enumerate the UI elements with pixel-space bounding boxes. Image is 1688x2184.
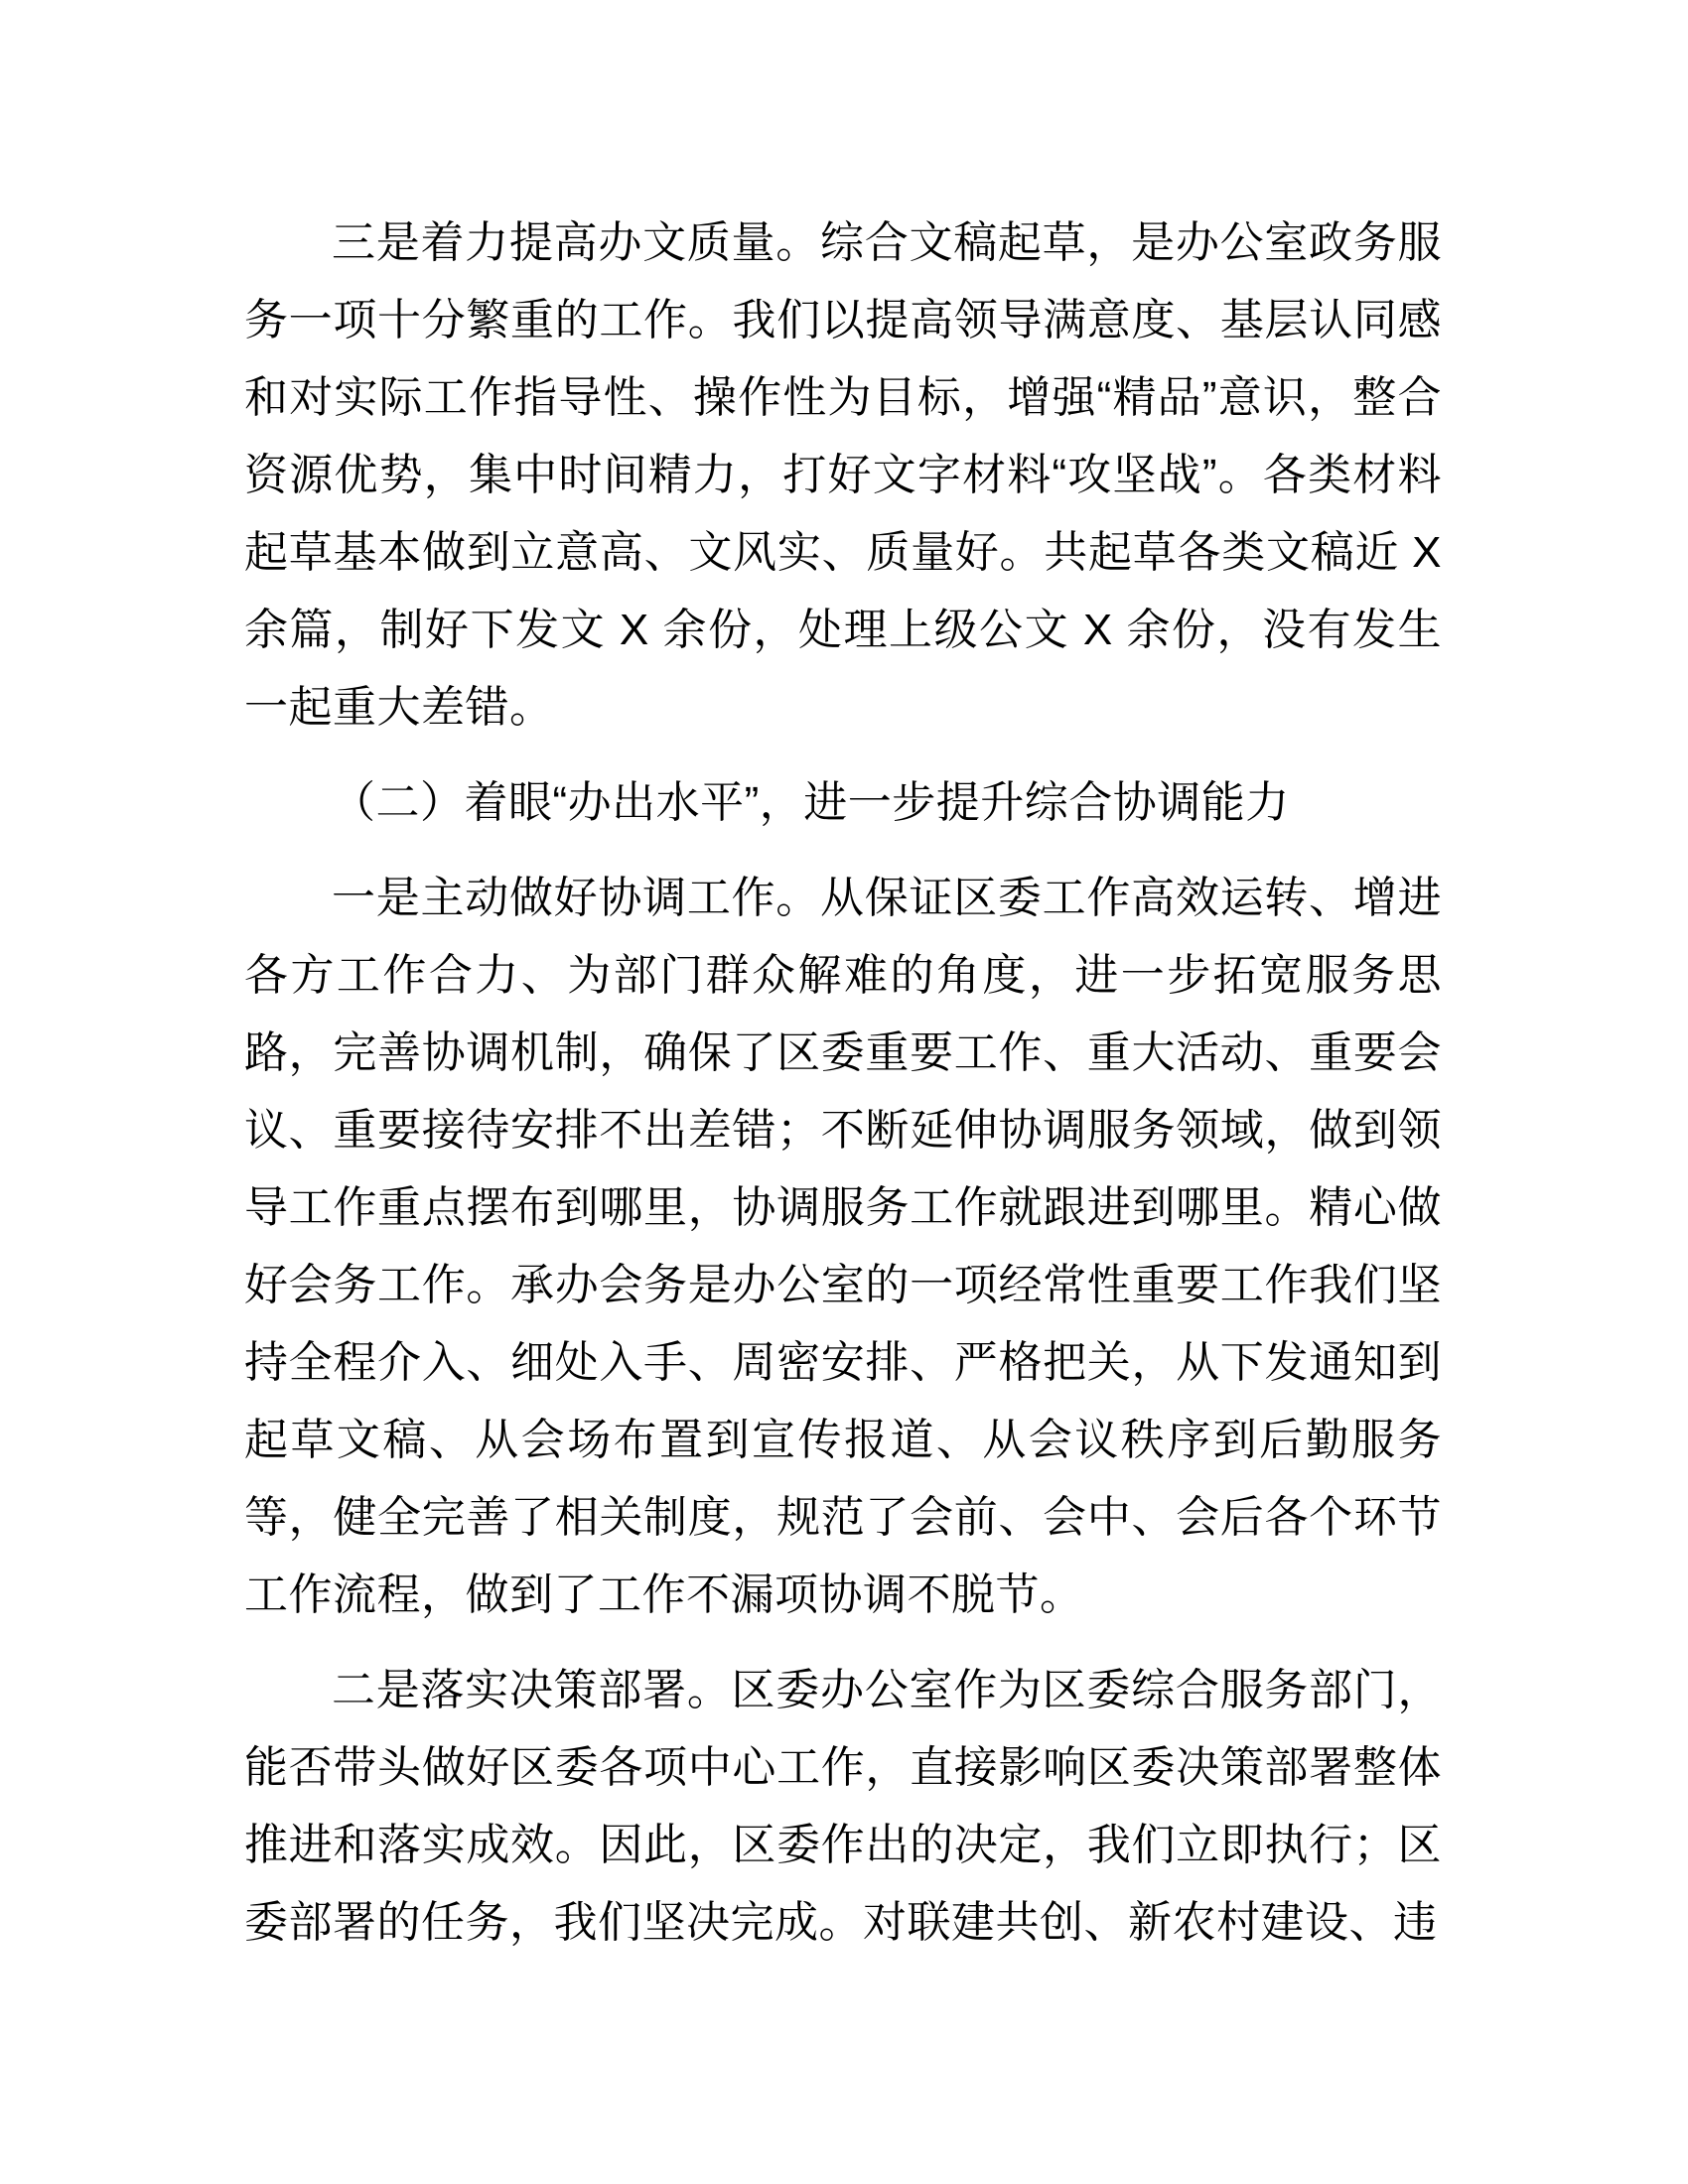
paragraph-coordination-work: 一是主动做好协调工作。从保证区委工作高效运转、增进各方工作合力、为部门群众解难的角度，进一步拓宽服务思路，完善协调机制，确保了区委重要工作、重大活动、重要会议、重要接待安排不出差错；不断延伸协调服务领域，做到领导工作重点摆布到哪里，协调服务工作就跟进到哪里。精心做好会务工作。承办会务是办公室的一项经常性重要工作我们坚持全程介入、细处入手、周密安排、严格把关，从下发通知到起草文稿、从会场布置到宣传报道、从会议秩序到后勤服务等，健全完善了相关制度，规范了会前、会中、会后各个环节工作流程，做到了工作不漏项协调不脱节。 (244, 874, 1442, 1619)
section-heading-2: （二）着眼“办出水平”，进一步提升综合协调能力 (332, 778, 1290, 827)
paragraph-decision-deployment: 二是落实决策部署。区委办公室作为区委综合服务部门，能否带头做好区委各项中心工作，直接影响区委决策部署整体推进和落实成效。因此，区委作出的决定，我们立即执行；区委部署的任务，我们坚决完成。对联建共创、新农村建设、违 (244, 1666, 1442, 1947)
paragraph-banwen-quality: 三是着力提高办文质量。综合文稿起草，是办公室政务服务一项十分繁重的工作。我们以提高领导满意度、基层认同感和对实际工作指导性、操作性为目标，增强“精品”意识，整合资源优势，集中时间精力，打好文字材料“攻坚战”。各类材料起草基本做到立意高、文风实、质量好。共起草各类文稿近 X 余篇，制好下发文 X 余份，处理上级公文 X 余份，没有发生一起重大差错。 (244, 218, 1442, 732)
